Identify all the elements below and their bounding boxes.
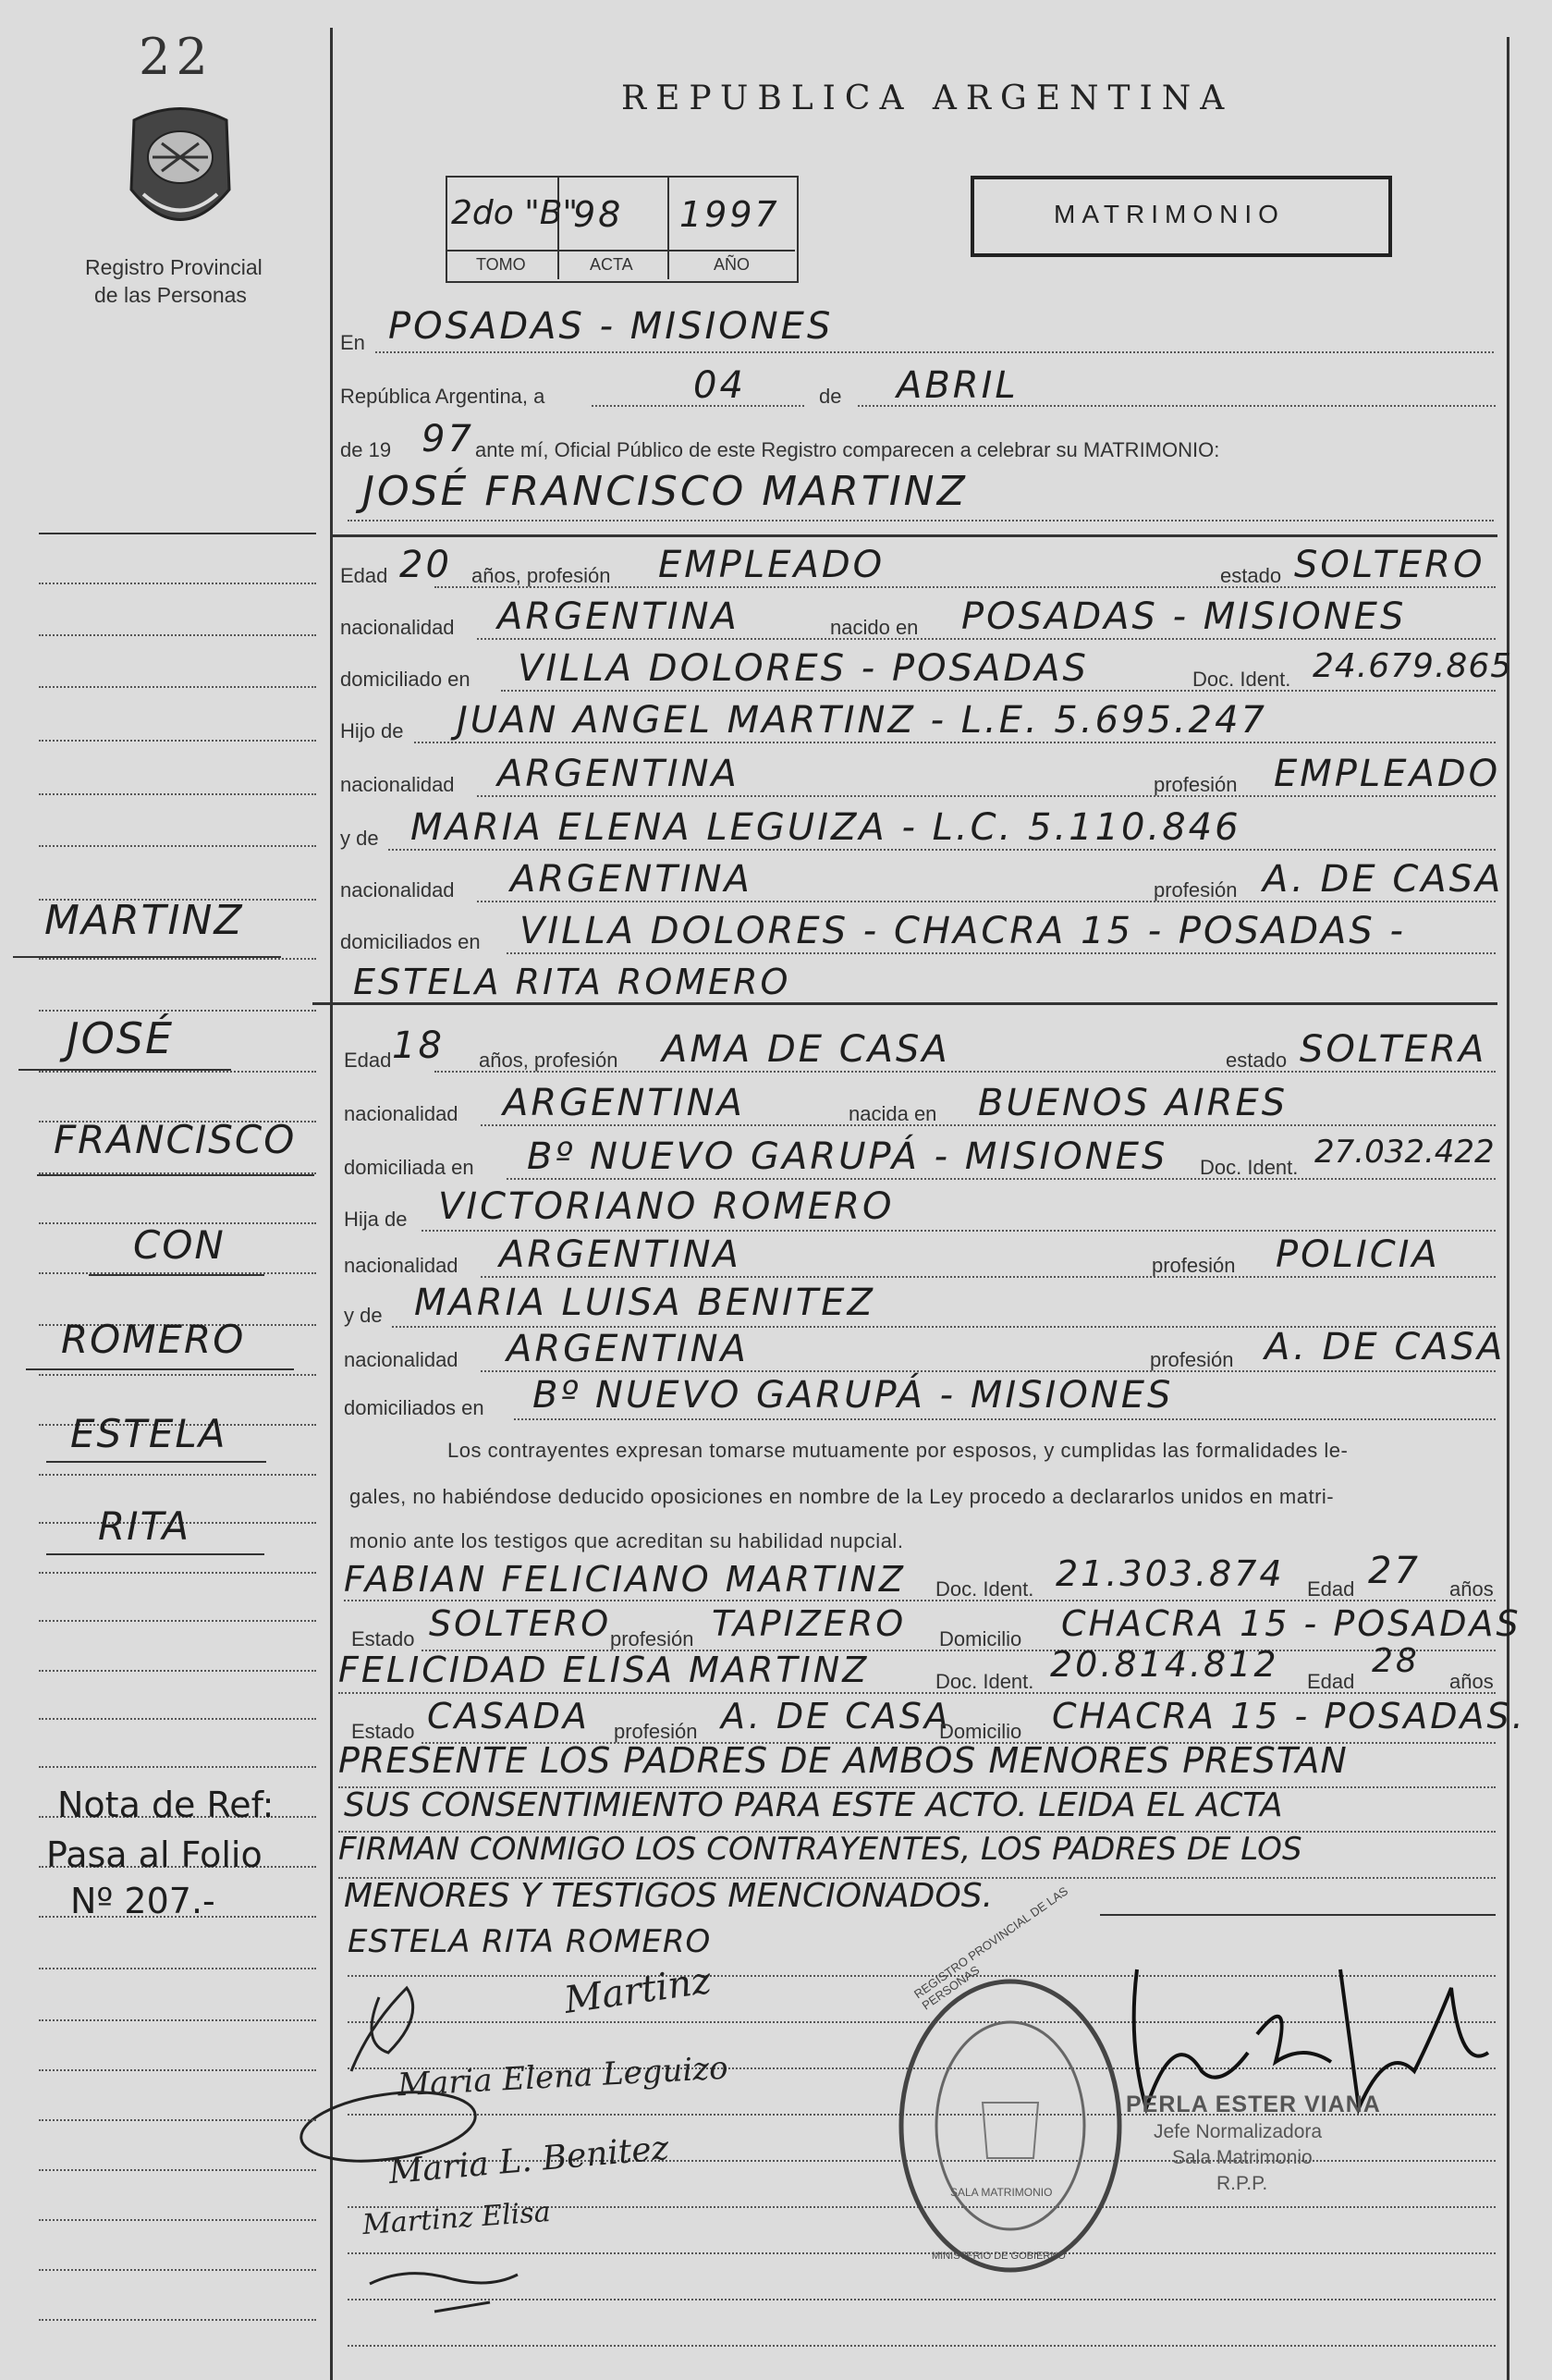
groom-estado-label: estado — [1220, 564, 1282, 587]
bride-domiciliada-label: domiciliada en — [344, 1156, 474, 1179]
groom-nacido-label: nacido en — [830, 616, 919, 639]
margin-surname-bride: ROMERO — [61, 1317, 246, 1362]
official-stamp-name: PERLA ESTER VIANA — [1126, 2092, 1381, 2117]
groom-name: JOSÉ FRANCISCO MARTINZ — [362, 468, 968, 515]
margin-note-line1: Nota de Ref: — [57, 1785, 275, 1825]
emblem-icon — [120, 102, 240, 240]
signature-scribbles — [277, 1960, 758, 2349]
bride-hija-label: Hija de — [344, 1208, 408, 1231]
bride-father-profession: POLICIA — [1276, 1233, 1440, 1276]
groom-mother: MARIA ELENA LEGUIZA - L.C. 5.110.846 — [410, 806, 1241, 849]
bride-nacida-label: nacida en — [849, 1102, 937, 1125]
declaration-line3: monio ante los testigos que acreditan su habilidad nupcial. — [349, 1529, 904, 1552]
bride-nacionalidad-label: nacionalidad — [344, 1102, 458, 1125]
bride-mother-profession: A. DE CASA — [1265, 1326, 1506, 1368]
bride-nationality: ARGENTINA — [503, 1082, 745, 1124]
bride-doc: 27.032.422 — [1314, 1134, 1495, 1171]
bride-anos-profesion-label: años, profesión — [479, 1049, 618, 1072]
intro-day: 04 — [693, 364, 746, 407]
witness2-anos-label: años — [1449, 1670, 1494, 1693]
bride-estado: SOLTERA — [1300, 1028, 1487, 1071]
groom-profession: EMPLEADO — [658, 544, 886, 586]
witness2-age: 28 — [1372, 1642, 1420, 1680]
margin-first-name-2: FRANCISCO — [54, 1117, 297, 1162]
bride-birthplace: BUENOS AIRES — [978, 1082, 1289, 1124]
acta-label: ACTA — [590, 255, 633, 274]
seal-inner-text: SALA MATRIMONIO — [950, 2186, 1053, 2199]
witness2-profession: A. DE CASA — [721, 1696, 951, 1736]
bride-father-nationality: ARGENTINA — [499, 1233, 741, 1276]
signature-groom: Martinz — [561, 1959, 715, 2022]
margin-bride-name-1: ESTELA — [70, 1411, 227, 1456]
registry-name-line2: de las Personas — [94, 283, 247, 307]
groom-father-nationality: ARGENTINA — [497, 753, 739, 795]
round-seal — [895, 1883, 1126, 2278]
groom-father-profession: EMPLEADO — [1274, 753, 1501, 795]
bride-profession: AMA DE CASA — [662, 1028, 950, 1071]
bride-domicile: Bº NUEVO GARUPÁ - MISIONES — [527, 1135, 1168, 1178]
intro-place: POSADAS - MISIONES — [388, 305, 834, 348]
groom-parents-domicile: VILLA DOLORES - CHACRA 15 - POSADAS - — [519, 910, 1406, 952]
witness2-estado-label: Estado — [351, 1720, 415, 1743]
remarks-line1: PRESENTE LOS PADRES DE AMBOS MENORES PRESTAN — [338, 1740, 1348, 1781]
country-title: REPUBLICA ARGENTINA — [621, 80, 1234, 117]
groom-birthplace: POSADAS - MISIONES — [961, 595, 1407, 638]
bride-mother-nationality: ARGENTINA — [507, 1328, 749, 1370]
groom-domicile: VILLA DOLORES - POSADAS — [518, 647, 1089, 690]
bride-mother-prof-label: profesión — [1150, 1348, 1234, 1371]
ano-value: 1997 — [679, 194, 780, 235]
bride-father-nac-label: nacionalidad — [344, 1254, 458, 1277]
folio-number: 22 — [139, 28, 214, 86]
groom-anos-profesion-label: años, profesión — [471, 564, 611, 587]
year-prefix: de 19 — [340, 438, 392, 461]
bride-edad-label: Edad — [344, 1049, 392, 1072]
groom-father: JUAN ANGEL MARTINZ - L.E. 5.695.247 — [457, 699, 1267, 742]
witness1-estado: SOLTERO — [429, 1603, 612, 1644]
bride-age: 18 — [392, 1024, 445, 1067]
tomo-label: TOMO — [476, 255, 526, 274]
bride-name: ESTELA RITA ROMERO — [353, 962, 791, 1002]
groom-mother-profession: A. DE CASA — [1263, 858, 1504, 901]
remarks-line2: SUS CONSENTIMIENTO PARA ESTE ACTO. LEIDA EL ACTA — [344, 1786, 1283, 1824]
tomo-value: 2do "B" — [451, 194, 579, 232]
signature-mother-bride: Maria L. Benitez — [386, 2129, 671, 2192]
official-stamp-office: Sala Matrimonio — [1172, 2147, 1313, 2168]
margin-bride-name-2: RITA — [98, 1503, 191, 1549]
witness2-domicilio-label: Domicilio — [939, 1720, 1022, 1743]
signature-witness: Martinz Elisa — [361, 2195, 552, 2242]
republica-label: República Argentina, a — [340, 385, 545, 408]
bride-parents-domicile: Bº NUEVO GARUPÁ - MISIONES — [532, 1374, 1174, 1417]
bride-father: VICTORIANO ROMERO — [438, 1185, 895, 1228]
witness1-profession: TAPIZERO — [712, 1603, 907, 1644]
en-label: En — [340, 331, 365, 354]
bride-estado-label: estado — [1226, 1049, 1288, 1072]
seal-outer-text: REGISTRO PROVINCIAL DE LAS PERSONAS — [911, 1883, 1071, 2013]
year-suffix: 97 — [422, 418, 474, 460]
groom-hijo-label: Hijo de — [340, 719, 404, 742]
groom-yde-label: y de — [340, 827, 379, 850]
witness2-estado: CASADA — [427, 1696, 590, 1736]
bride-yde-label: y de — [344, 1304, 383, 1327]
margin-surname-groom: MARTINZ — [44, 897, 244, 944]
intro-de-label: de — [819, 385, 842, 408]
groom-domiciliado-label: domiciliado en — [340, 668, 470, 691]
witness2-edad-label: Edad — [1307, 1670, 1355, 1693]
intro-statement: ante mí, Oficial Público de este Registro comparecen a celebrar su MATRIMONIO: — [475, 438, 1220, 461]
remarks-line3: FIRMAN CONMIGO LOS CONTRAYENTES, LOS PADRES DE LOS — [338, 1831, 1302, 1868]
remarks-line4: MENORES Y TESTIGOS MENCIONADOS. — [344, 1877, 994, 1915]
witness1-edad-label: Edad — [1307, 1577, 1355, 1601]
bride-doc-label: Doc. Ident. — [1200, 1156, 1299, 1179]
intro-month: ABRIL — [897, 364, 1019, 407]
witness1-doc: 21.303.874 — [1056, 1553, 1285, 1594]
witness1-profesion-label: profesión — [610, 1627, 694, 1650]
groom-age: 20 — [399, 544, 452, 586]
declaration-line2: gales, no habiéndose deducido oposiciones en nombre de la Ley procedo a declararlos unidos en matri- — [349, 1485, 1335, 1508]
signature-printed-name: ESTELA RITA ROMERO — [348, 1923, 712, 1960]
official-stamp-abbr: R.P.P. — [1216, 2173, 1268, 2194]
groom-domiciliados-label: domiciliados en — [340, 930, 481, 953]
ano-label: AÑO — [714, 255, 751, 274]
groom-doc: 24.679.865 — [1313, 647, 1513, 685]
groom-nationality: ARGENTINA — [497, 595, 739, 638]
official-stamp-title: Jefe Normalizadora — [1154, 2121, 1323, 2142]
witness1-domicile: CHACRA 15 - POSADAS — [1061, 1603, 1521, 1644]
margin-note-line2: Pasa al Folio — [46, 1834, 263, 1875]
signature-mother-groom: Maria Elena Leguizo — [397, 2049, 729, 2104]
witness1-doc-label: Doc. Ident. — [935, 1577, 1034, 1601]
registry-name-line1: Registro Provincial — [85, 255, 263, 279]
groom-father-prof-label: profesión — [1154, 773, 1238, 796]
declaration-line1: Los contrayentes expresan tomarse mutuamente por esposos, y cumplidas las formalidades le- — [447, 1439, 1349, 1462]
witness2-doc: 20.814.812 — [1050, 1644, 1279, 1685]
witness1-domicilio-label: Domicilio — [939, 1627, 1022, 1650]
witness1-estado-label: Estado — [351, 1627, 415, 1650]
witness2-profesion-label: profesión — [614, 1720, 698, 1743]
bride-father-prof-label: profesión — [1152, 1254, 1236, 1277]
groom-mother-nationality: ARGENTINA — [510, 858, 752, 901]
acta-value: 98 — [573, 194, 624, 235]
groom-estado: SOLTERO — [1294, 544, 1485, 586]
groom-father-nac-label: nacionalidad — [340, 773, 455, 796]
record-type: MATRIMONIO — [1054, 200, 1285, 228]
bride-domiciliados-label: domiciliados en — [344, 1396, 484, 1419]
margin-con: CON — [133, 1222, 226, 1268]
bride-mother: MARIA LUISA BENITEZ — [414, 1282, 875, 1324]
groom-mother-prof-label: profesión — [1154, 878, 1238, 902]
witness1-anos-label: años — [1449, 1577, 1494, 1601]
seal-icon — [895, 1973, 1126, 2278]
witness2-domicile: CHACRA 15 - POSADAS. — [1052, 1696, 1526, 1736]
witness1-name: FABIAN FELICIANO MARTINZ — [344, 1559, 906, 1600]
groom-doc-label: Doc. Ident. — [1192, 668, 1291, 691]
witness1-age: 27 — [1368, 1550, 1421, 1592]
margin-note-line3: Nº 207.- — [70, 1881, 215, 1921]
margin-first-name-1: JOSÉ — [67, 1013, 175, 1063]
groom-nacionalidad-label: nacionalidad — [340, 616, 455, 639]
groom-edad-label: Edad — [340, 564, 388, 587]
seal-bottom-text: MINISTERIO DE GOBIERNO — [932, 2251, 1066, 2262]
bride-mother-nac-label: nacionalidad — [344, 1348, 458, 1371]
right-border — [1507, 37, 1509, 2380]
witness2-doc-label: Doc. Ident. — [935, 1670, 1034, 1693]
registry-emblem — [120, 102, 240, 240]
witness2-name: FELICIDAD ELISA MARTINZ — [338, 1650, 870, 1690]
groom-mother-nac-label: nacionalidad — [340, 878, 455, 902]
